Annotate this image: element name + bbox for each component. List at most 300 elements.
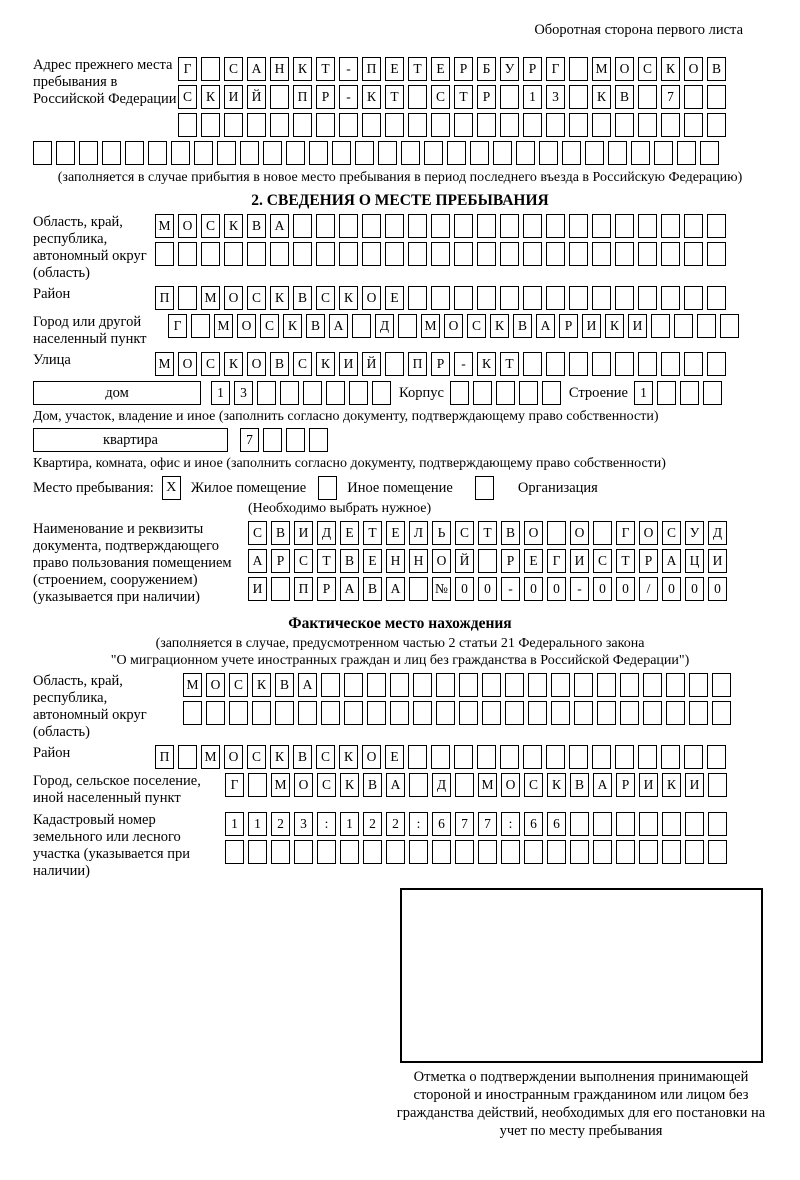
char-cell [473,381,492,405]
char-cell [424,141,443,165]
char-cell [225,840,244,864]
char-cell [224,113,243,137]
char-cell [500,745,519,769]
char-cell: Е [385,745,404,769]
char-cell [569,57,588,81]
char-cell: С [229,673,248,697]
char-cell [367,673,386,697]
char-cell: Р [454,57,473,81]
house-note: Дом, участок, владение и иное (заполнить согласно документу, подтверждающему право собственности) [33,409,659,424]
char-cell [362,214,381,238]
char-cell [309,428,328,452]
char-cell [708,773,727,797]
char-cell [270,85,289,109]
char-cell: В [247,214,266,238]
char-cell [454,745,473,769]
char-cell: : [317,812,336,836]
char-cell: 1 [634,381,653,405]
char-cell [293,113,312,137]
char-cell [657,381,676,405]
char-cell: С [455,521,474,545]
char-cell: О [362,286,381,310]
char-cell: Д [317,521,336,545]
char-cell [500,286,519,310]
char-cell: О [524,521,543,545]
char-cell: Л [409,521,428,545]
char-cell [447,141,466,165]
char-cell [684,286,703,310]
char-cell: С [316,286,335,310]
char-cell: С [317,773,336,797]
char-cell: М [201,745,220,769]
char-cell [569,286,588,310]
char-cell [528,701,547,725]
char-cell: № [432,577,451,601]
checkbox-other-premises [318,476,337,500]
char-cell [546,352,565,376]
char-cell [524,840,543,864]
char-cell [309,141,328,165]
char-cell [638,214,657,238]
char-cell: 7 [455,812,474,836]
char-cell [352,314,371,338]
actual-city-label: Город, сельское поселение, иной населенный пункт [33,773,201,806]
char-cell [271,577,290,601]
char-cell [546,214,565,238]
char-cell [551,701,570,725]
char-cell: О [570,521,589,545]
char-cell [707,214,726,238]
option-residential-label: Жилое помещение [190,479,307,496]
char-cell [708,840,727,864]
city-label: Город или другой населенный пункт [33,314,147,347]
char-cell: Г [225,773,244,797]
char-cell [616,812,635,836]
char-cell [707,113,726,137]
char-cell [684,352,703,376]
char-cell: Г [168,314,187,338]
char-cell: Б [477,57,496,81]
char-cell: Р [616,773,635,797]
char-cell: И [708,549,727,573]
char-cell [271,840,290,864]
char-cell [569,214,588,238]
char-cell: Й [247,85,266,109]
char-cell [542,381,561,405]
char-cell [436,673,455,697]
char-cell [332,141,351,165]
char-cell [408,745,427,769]
char-cell [248,840,267,864]
char-cell: Й [455,549,474,573]
cadastre-grid [225,812,727,864]
char-cell: О [178,214,197,238]
char-cell [390,673,409,697]
prev-address-row-1 [178,57,726,81]
char-cell [56,141,75,165]
char-cell: Г [547,549,566,573]
char-cell [303,381,322,405]
char-cell: И [339,352,358,376]
char-cell: 3 [294,812,313,836]
char-cell [500,242,519,266]
char-cell: О [362,745,381,769]
char-cell [372,381,391,405]
char-cell [148,141,167,165]
char-cell: С [260,314,279,338]
char-cell [183,701,202,725]
char-cell: К [316,352,335,376]
checkbox-organization [475,476,494,500]
char-cell: С [247,745,266,769]
char-cell: В [306,314,325,338]
char-cell: Н [409,549,428,573]
char-cell [431,286,450,310]
char-cell [661,286,680,310]
char-cell: С [524,773,543,797]
char-cell [597,701,616,725]
city-block [33,314,767,348]
char-cell: А [662,549,681,573]
char-cell [666,673,685,697]
char-cell [247,242,266,266]
char-cell [386,840,405,864]
char-cell: Т [316,57,335,81]
char-cell [385,214,404,238]
char-cell [344,673,363,697]
char-cell: : [501,812,520,836]
stroenie-cells [634,381,722,405]
char-cell [293,214,312,238]
char-cell: П [362,57,381,81]
char-cell [712,673,731,697]
actual-city-row [225,773,727,797]
char-cell [638,286,657,310]
char-cell: Т [454,85,473,109]
char-cell: К [662,773,681,797]
char-cell: Р [639,549,658,573]
char-cell: В [363,773,382,797]
char-cell [178,113,197,137]
char-cell: 7 [661,85,680,109]
char-cell: Т [500,352,519,376]
char-cell: С [201,352,220,376]
stay-type-block [33,476,767,500]
char-cell [519,381,538,405]
cadastre-row-1 [225,812,727,836]
prev-address-row-4 [33,141,767,165]
char-cell [178,745,197,769]
char-cell: В [570,773,589,797]
char-cell [155,242,174,266]
char-cell: 1 [340,812,359,836]
char-cell [569,745,588,769]
actual-region-label: Область, край, республика, автономный округ (область) [33,673,147,740]
char-cell [363,840,382,864]
char-cell: И [685,773,704,797]
char-cell [631,141,650,165]
apartment-note: Квартира, комната, офис и иное (заполнить согласно документу, подтверждающему право собственности) [33,456,666,471]
char-cell [674,314,693,338]
char-cell: Е [386,521,405,545]
char-cell [79,141,98,165]
char-cell: 2 [271,812,290,836]
char-cell [523,242,542,266]
char-cell [339,214,358,238]
char-cell [615,242,634,266]
char-cell [478,840,497,864]
char-cell: В [270,352,289,376]
char-cell: К [339,286,358,310]
stroenie-label: Строение [568,385,628,401]
char-cell [651,314,670,338]
char-cell: М [271,773,290,797]
actual-city-block [33,773,767,807]
char-cell: В [363,577,382,601]
char-cell [562,141,581,165]
char-cell: Е [524,549,543,573]
char-cell: 3 [234,381,253,405]
house-cells [211,381,391,405]
char-cell: И [248,577,267,601]
char-cell: 7 [478,812,497,836]
char-cell: 1 [225,812,244,836]
char-cell: К [224,214,243,238]
street-label: Улица [33,352,71,368]
region-row-2 [155,242,726,266]
char-cell: Р [271,549,290,573]
char-cell: О [206,673,225,697]
char-cell: Е [385,286,404,310]
char-cell [546,242,565,266]
char-cell [408,214,427,238]
char-cell: Е [340,521,359,545]
apartment-block [33,428,767,452]
char-cell: 6 [524,812,543,836]
char-cell: А [247,57,266,81]
char-cell [459,701,478,725]
char-cell [263,428,282,452]
char-cell: Г [616,521,635,545]
char-cell: Р [559,314,578,338]
char-cell [677,141,696,165]
actual-region-row-2 [183,701,731,725]
char-cell: С [593,549,612,573]
char-cell: В [340,549,359,573]
char-cell [247,113,266,137]
prev-address-block [33,57,767,137]
char-cell [293,242,312,266]
char-cell [661,745,680,769]
char-cell: К [270,745,289,769]
house-box-label: дом [33,381,201,405]
char-cell [639,840,658,864]
char-cell: 1 [248,812,267,836]
char-cell: М [214,314,233,338]
char-cell [275,701,294,725]
char-cell [201,242,220,266]
char-cell [385,352,404,376]
actual-district-block [33,745,767,769]
region-grid [155,214,726,266]
char-cell: : [409,812,428,836]
char-cell [470,141,489,165]
char-cell [326,381,345,405]
char-cell: С [293,352,312,376]
char-cell: П [294,577,313,601]
option-other-premises-label: Иное помещение [347,479,453,496]
char-cell [592,214,611,238]
cadastre-row-2 [225,840,727,864]
char-cell: 7 [240,428,259,452]
apartment-box-label: квартира [33,428,228,452]
char-cell [316,214,335,238]
char-cell [280,381,299,405]
actual-region-block [33,673,767,741]
char-cell: О [684,57,703,81]
char-cell: Ц [685,549,704,573]
char-cell: 3 [546,85,565,109]
char-cell: С [201,214,220,238]
document-block [33,521,767,606]
char-cell: 6 [547,812,566,836]
char-cell: О [247,352,266,376]
char-cell [171,141,190,165]
house-block [33,381,767,406]
char-cell [707,352,726,376]
char-cell: С [467,314,486,338]
char-cell [597,673,616,697]
char-cell [263,141,282,165]
char-cell: - [339,85,358,109]
char-cell [697,314,716,338]
char-cell [700,141,719,165]
char-cell: 0 [593,577,612,601]
char-cell [620,673,639,697]
char-cell: У [500,57,519,81]
char-cell [528,673,547,697]
char-cell [569,242,588,266]
char-cell [450,381,469,405]
prev-address-row-2 [178,85,726,109]
street-block [33,352,767,376]
char-cell [615,745,634,769]
char-cell [270,242,289,266]
char-cell [477,242,496,266]
char-cell [615,286,634,310]
char-cell [270,113,289,137]
char-cell: В [501,521,520,545]
char-cell [408,85,427,109]
char-cell: К [283,314,302,338]
char-cell [661,214,680,238]
char-cell [666,701,685,725]
char-cell: А [340,577,359,601]
char-cell: К [339,745,358,769]
char-cell [638,85,657,109]
char-cell [500,113,519,137]
char-cell: К [490,314,509,338]
char-cell [240,141,259,165]
char-cell: О [178,352,197,376]
char-cell: А [386,773,405,797]
char-cell: П [155,745,174,769]
char-cell: К [547,773,566,797]
char-cell [500,85,519,109]
actual-region-row-1 [183,673,731,697]
char-cell: С [178,85,197,109]
char-cell: Е [431,57,450,81]
char-cell [496,381,515,405]
char-cell [608,141,627,165]
char-cell: Н [386,549,405,573]
char-cell [638,113,657,137]
char-cell [654,141,673,165]
char-cell [294,840,313,864]
char-cell: И [294,521,313,545]
stay-type-note: (Необходимо выбрать нужное) [248,501,432,516]
char-cell [615,113,634,137]
char-cell: 2 [386,812,405,836]
region-label: Область, край, республика, автономный округ (область) [33,214,147,281]
document-row-2 [248,549,727,573]
char-cell: Р [477,85,496,109]
checkbox-residential: X [162,476,181,500]
char-cell [125,141,144,165]
char-cell: Д [708,521,727,545]
char-cell [616,840,635,864]
char-cell: Е [385,57,404,81]
char-cell [574,673,593,697]
char-cell: - [339,57,358,81]
stamp-box [400,888,763,1063]
char-cell [661,113,680,137]
document-grid [248,521,727,601]
char-cell: М [155,214,174,238]
char-cell [339,113,358,137]
char-cell: С [431,85,450,109]
char-cell: К [270,286,289,310]
char-cell [638,745,657,769]
document-label: Наименование и реквизиты документа, подтверждающего право пользования помещением (строением, сооружением) (указывается при наличии) [33,521,232,605]
char-cell [401,141,420,165]
char-cell: И [639,773,658,797]
char-cell [592,745,611,769]
char-cell [523,214,542,238]
char-cell: М [201,286,220,310]
char-cell: 1 [523,85,542,109]
char-cell [409,577,428,601]
char-cell [516,141,535,165]
char-cell: Г [546,57,565,81]
actual-location-note-1: (заполняется в случае, предусмотренном частью 2 статьи 21 Федерального закона [155,636,645,651]
char-cell [493,141,512,165]
char-cell: В [293,745,312,769]
char-cell: 1 [211,381,230,405]
char-cell [574,701,593,725]
char-cell [592,113,611,137]
char-cell [317,840,336,864]
char-cell [547,840,566,864]
char-cell: О [501,773,520,797]
char-cell [569,85,588,109]
char-cell: И [570,549,589,573]
char-cell [482,673,501,697]
option-organization-label: Организация [517,479,598,496]
char-cell [712,701,731,725]
char-cell: С [294,549,313,573]
district-row [155,286,726,310]
